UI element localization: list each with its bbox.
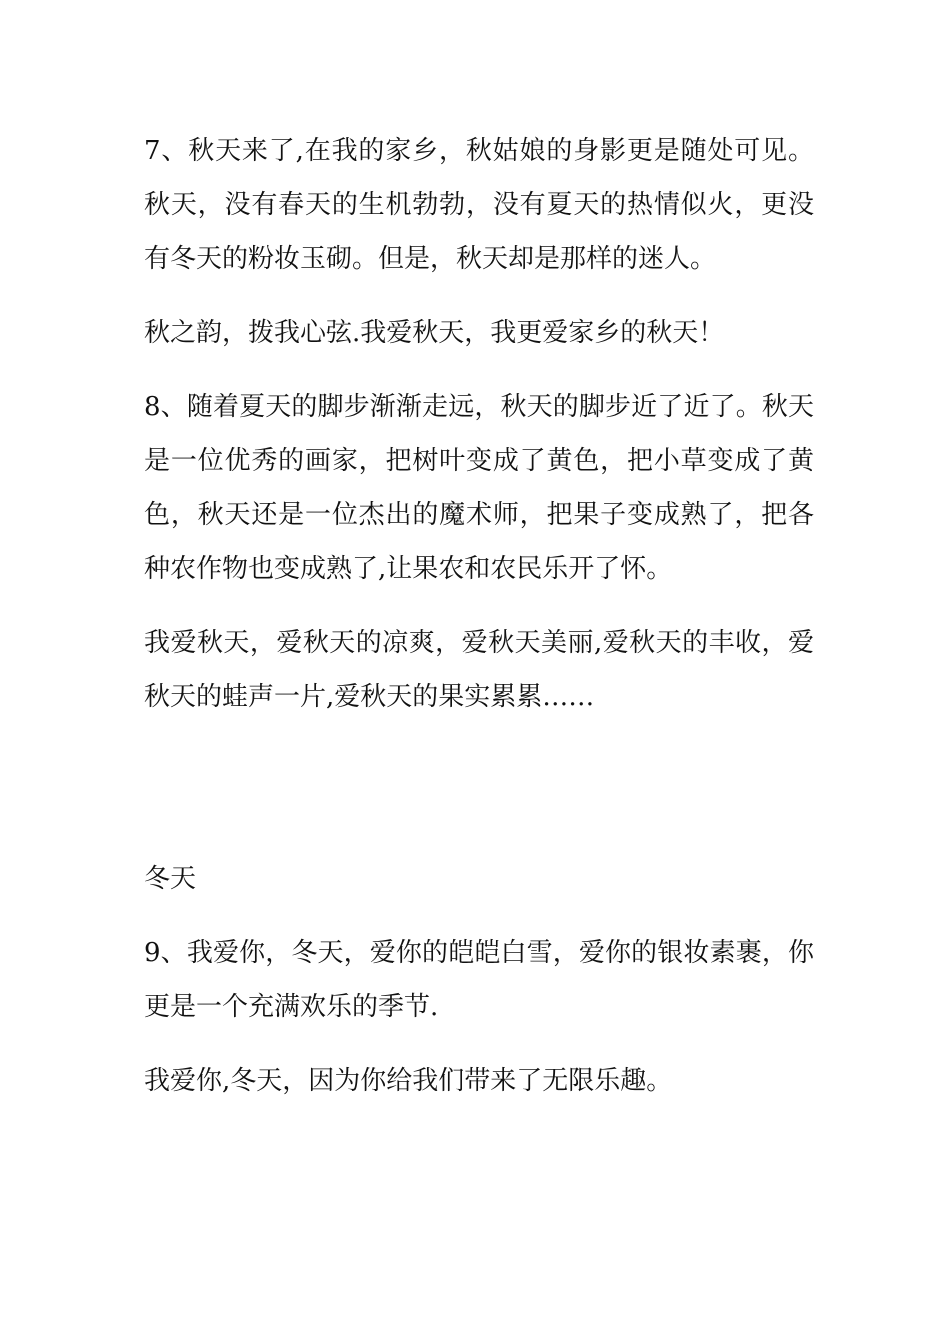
text-line: 我爱你,冬天，因为你给我们带来了无限乐趣。 (144, 1066, 673, 1096)
text-line: 8、随着夏天的脚步渐渐走远，秋天的脚步近了近了。秋天 (144, 392, 814, 422)
text-line: 种农作物也变成熟了,让果农和农民乐开了怀。 (144, 554, 673, 584)
text-line: 秋天，没有春天的生机勃勃，没有夏天的热情似火，更没 (144, 190, 814, 220)
paragraph-8-closing (144, 616, 814, 724)
text-line: 秋之韵，拨我心弦.我爱秋天，我更爱家乡的秋天！ (144, 318, 725, 348)
text-line: 更是一个充满欢乐的季节. (144, 992, 439, 1022)
paragraph-9 (144, 926, 814, 1034)
text-line: 是一位优秀的画家，把树叶变成了黄色，把小草变成了黄 (144, 446, 814, 476)
section-heading: 冬天 (144, 864, 197, 894)
paragraph-7 (144, 124, 814, 286)
text-line: 有冬天的粉妆玉砌。但是，秋天却是那样的迷人。 (144, 244, 717, 274)
text-line: 我爱秋天，爱秋天的凉爽，爱秋天美丽,爱秋天的丰收，爱 (144, 628, 814, 658)
paragraph-8 (144, 380, 814, 596)
document-body (144, 124, 814, 1108)
text-line: 9、我爱你，冬天，爱你的皑皑白雪，爱你的银妆素裹，你 (144, 938, 814, 968)
text-line: 色，秋天还是一位杰出的魔术师，把果子变成熟了，把各 (144, 500, 814, 530)
paragraph-9-closing (144, 1054, 814, 1108)
text-line: 秋天的蛙声一片,爱秋天的果实累累…… (144, 682, 595, 712)
paragraph-7-closing (144, 306, 814, 360)
section-heading-winter (144, 852, 814, 906)
text-line: 7、秋天来了,在我的家乡，秋姑娘的身影更是随处可见。 (144, 136, 814, 166)
